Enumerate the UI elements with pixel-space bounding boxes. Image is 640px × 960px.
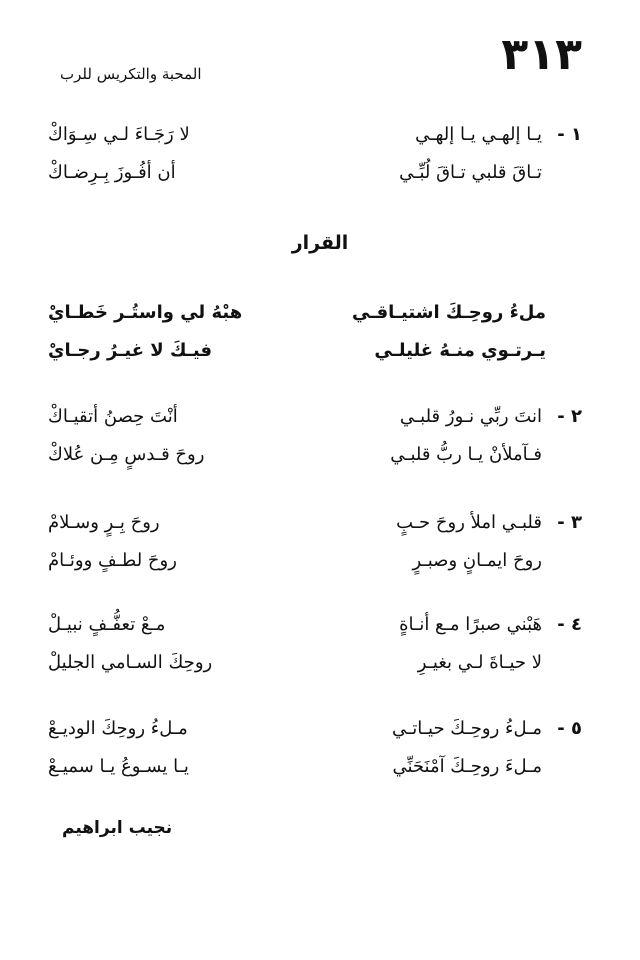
second-hemistich: مـلءُ روحِكَ الوديـعْ: [48, 718, 188, 739]
page-number: ٣١٣: [501, 29, 582, 80]
verse-number: ٣ -: [557, 512, 582, 533]
author-name: نجيب ابراهيم: [62, 818, 173, 838]
second-hemistich: أنْتَ حِصنُ أتقيـاكْ: [48, 406, 178, 427]
second-hemistich: روحَ بِـرٍ وسـلامْ: [48, 512, 160, 533]
first-hemistich: يـا إلهـي يـا إلهـي: [415, 124, 542, 145]
first-hemistich: تـاقَ قلبي تـاقَ لُبِّـي: [399, 162, 542, 183]
verse-1-line-1: [48, 118, 582, 156]
second-hemistich: روحَ قـدسٍ مِـن عُلاكْ: [48, 444, 205, 465]
verse-4: [48, 608, 582, 684]
second-hemistich: فيـكَ لا غيـرُ رجـايْ: [48, 340, 212, 361]
second-hemistich: روحَ لطـفٍ ووئـامْ: [48, 550, 177, 571]
refrain-title: القرار: [291, 232, 349, 254]
verse-number: ٢ -: [557, 406, 582, 427]
verse-1-line-2: [48, 156, 582, 194]
first-hemistich: فـآملأنْ يـا ربُّ قلبـي: [390, 444, 542, 465]
verse-4-line-2: [48, 646, 582, 684]
first-hemistich: هَبْني صبرًا مـع أنـاةٍ: [399, 614, 542, 635]
second-hemistich: مـعْ تعفُّـفٍ نبيـلْ: [48, 614, 166, 635]
verse-number: ١ -: [557, 124, 582, 145]
first-hemistich: قلبـي املأ روحَ حـبٍ: [396, 512, 542, 533]
verse-2-line-2: [48, 438, 582, 476]
verse-5-line-2: [48, 750, 582, 788]
second-hemistich: لا رَجَـاءَ لـي سِـوَاكْ: [48, 124, 190, 145]
verse-2: [48, 400, 582, 476]
verse-3: [48, 506, 582, 582]
second-hemistich: روحِكَ السـامي الجليلْ: [48, 652, 213, 673]
first-hemistich: مـلءَ روحِـكَ آمْنَحَنِّي: [392, 756, 542, 777]
verse-2-line-1: [48, 400, 582, 438]
refrain-line-2: [48, 334, 582, 372]
second-hemistich: هبْهُ لي واستُـر خَطـايْ: [48, 302, 243, 323]
verse-number: ٥ -: [557, 718, 582, 739]
refrain: [48, 296, 582, 372]
section-title: المحبة والتكريس للرب: [60, 65, 202, 83]
verse-4-line-1: [48, 608, 582, 646]
verse-1: [48, 118, 582, 194]
second-hemistich: أن أفُـوزَ بِـرِضـاكْ: [48, 162, 176, 183]
verse-3-line-1: [48, 506, 582, 544]
first-hemistich: انتَ ربِّي نـورُ قلبـي: [399, 406, 542, 427]
first-hemistich: روحَ ايمـانٍ وصبـرٍ: [412, 550, 542, 571]
second-hemistich: يـا يسـوعُ يـا سميـعْ: [48, 756, 189, 777]
refrain-line-1: [48, 296, 582, 334]
verse-5: [48, 712, 582, 788]
first-hemistich: مـلءُ روحِـكَ حيـاتـي: [391, 718, 542, 739]
first-hemistich: لا حيـاةَ لـي بغيـرِ: [417, 652, 542, 673]
verse-3-line-2: [48, 544, 582, 582]
first-hemistich: ملءُ روحِـكَ اشتيـاقـي: [351, 302, 546, 323]
verse-5-line-1: [48, 712, 582, 750]
verse-number: ٤ -: [557, 614, 582, 635]
first-hemistich: يـرتـوي منـهُ غليلـي: [374, 340, 546, 361]
